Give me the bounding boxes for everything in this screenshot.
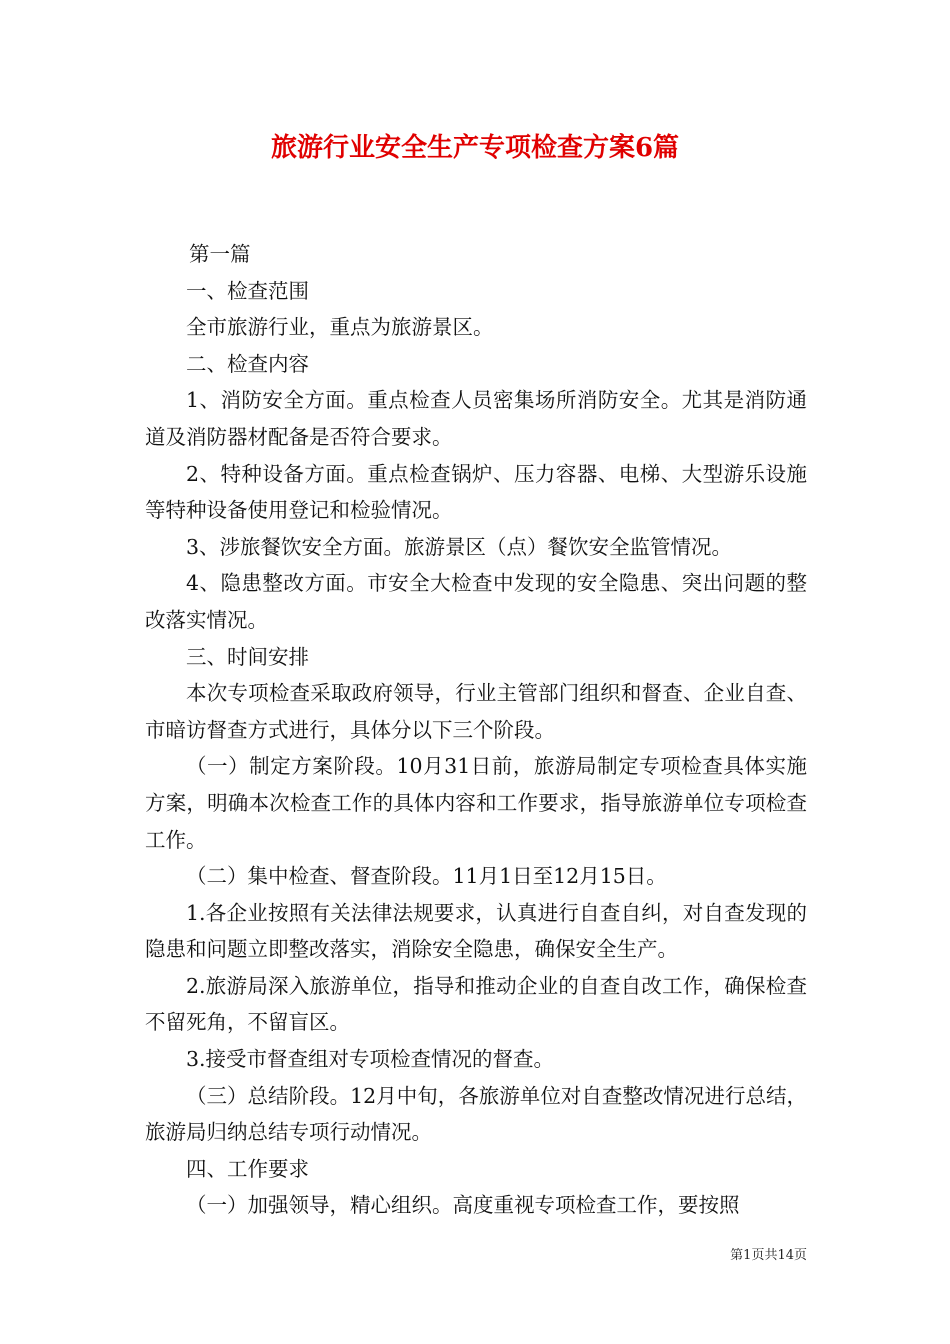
heading-requirements: 四、工作要求: [186, 1156, 309, 1181]
paragraph-fire-safety: 1、消防安全方面。重点检查人员密集场所消防安全。尤其是消防通道及消防器材配备是否符合要求。: [145, 388, 807, 449]
paragraph-phase-two-item-2: 2.旅游局深入旅游单位，指导和推动企业的自查自改工作，确保检查不留死角，不留盲区。: [145, 973, 807, 1035]
paragraph-requirement-one: （一）加强领导，精心组织。高度重视专项检查工作，要按照: [186, 1193, 740, 1218]
document-title: 旅游行业安全生产专项检查方案6篇: [270, 133, 680, 163]
paragraph-phase-three: （三）总结阶段。12月中旬，各旅游单位对自查整改情况进行总结，旅游局归纳总结专项行动情况。: [145, 1083, 807, 1145]
paragraph-phase-two: （二）集中检查、督查阶段。11月1日至12月15日。: [186, 864, 667, 889]
heading-schedule: 三、时间安排: [186, 644, 309, 669]
page-number: 第1页共14页: [730, 1248, 807, 1263]
heading-scope: 一、检查范围: [186, 278, 309, 303]
document-body: [145, 236, 807, 1224]
heading-content: 二、检查内容: [186, 351, 309, 376]
paragraph-hazard-rectification: 4、隐患整改方面。市安全大检查中发现的安全隐患、突出问题的整改落实情况。: [145, 571, 807, 632]
paragraph-phase-one: （一）制定方案阶段。10月31日前，旅游局制定专项检查具体实施方案，明确本次检查工作的具体内容和工作要求，指导旅游单位专项检查工作。: [145, 754, 807, 852]
paragraph-phase-two-item-1: 1.各企业按照有关法律法规要求，认真进行自查自纠，对自查发现的隐患和问题立即整改落实，消除安全隐患，确保安全生产。: [145, 900, 807, 962]
paragraph-special-equipment: 2、特种设备方面。重点检查锅炉、压力容器、电梯、大型游乐设施等特种设备使用登记和检验情况。: [145, 461, 807, 523]
section-label: 第一篇: [189, 242, 251, 266]
paragraph-phase-two-item-3: 3.接受市督查组对专项检查情况的督查。: [186, 1047, 555, 1072]
paragraph-catering-safety: 3、涉旅餐饮安全方面。旅游景区（点）餐饮安全监管情况。: [186, 534, 733, 559]
paragraph-schedule-intro: 本次专项检查采取政府领导，行业主管部门组织和督查、企业自查、市暗访督查方式进行，具体分以下三个阶段。: [145, 681, 807, 742]
paragraph-scope: 全市旅游行业，重点为旅游景区。: [186, 315, 494, 340]
